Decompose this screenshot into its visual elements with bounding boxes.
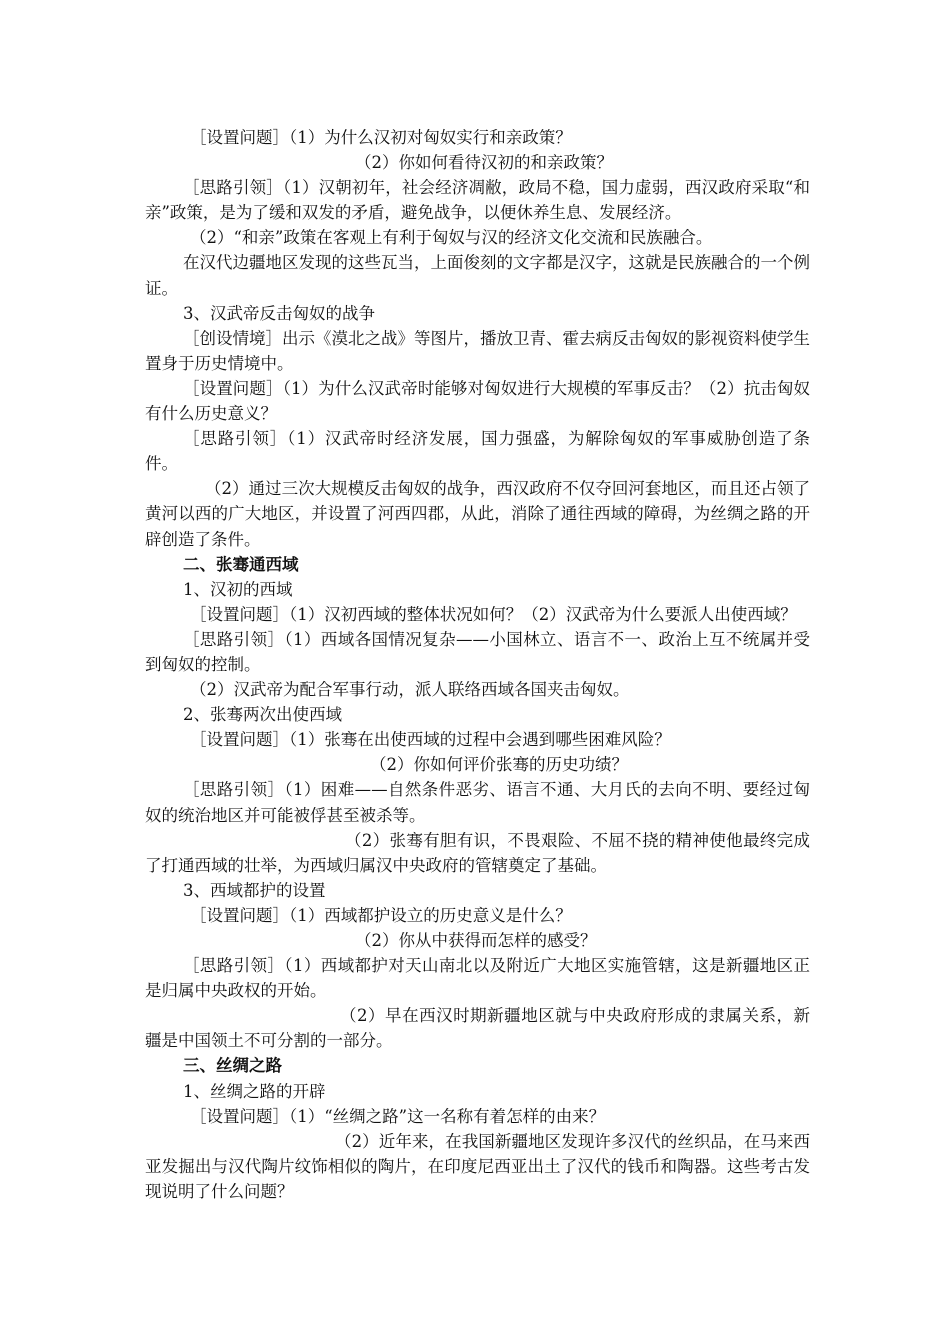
question-paragraph: ［设置问题］（1）汉初西域的整体状况如何？（2）汉武帝为什么要派人出使西域？ — [190, 604, 797, 624]
subsection-heading: 3、西域都护的设置 — [183, 880, 326, 900]
document-page — [145, 125, 810, 1204]
question-paragraph: （2）近年来，在我国新疆地区发现许多汉代的丝织品，在马来西亚发掘出与汉代陶片纹饰相似的陶片，在印度尼西亚出土了汉代的钱币和陶器。这些考古发现说明了什么问题？ — [145, 1131, 810, 1201]
subsection-heading: 1、汉初的西域 — [183, 579, 293, 599]
answer-paragraph: （2）“和亲”政策在客观上有利于匈奴与汉的经济文化交流和民族融合。 — [190, 228, 713, 248]
answer-paragraph: ［思路引领］（1）西域都护对天山南北以及附近广大地区实施管辖，这是新疆地区正是归属中央政权的开始。 — [145, 956, 810, 1001]
question-paragraph: （2）你如何评价张骞的历史功绩？ — [370, 755, 628, 775]
subsection-heading: 3、汉武帝反击匈奴的战争 — [183, 303, 375, 323]
question-paragraph: ［设置问题］（1）为什么汉初对匈奴实行和亲政策？ — [190, 128, 572, 147]
question-paragraph: （2）你从中获得而怎样的感受？ — [355, 931, 597, 950]
subsection-heading: 1、丝绸之路的开辟 — [183, 1081, 326, 1101]
scenario-paragraph: ［创设情境］出示《漠北之战》等图片，播放卫青、霍去病反击匈奴的影视资料使学生置身于历史情境中。 — [145, 328, 810, 373]
question-paragraph: （2）你如何看待汉初的和亲政策？ — [355, 153, 613, 173]
question-paragraph: ［设置问题］（1）西域都护设立的历史意义是什么？ — [190, 905, 572, 925]
section-heading: 二、张骞通西域 — [183, 554, 299, 574]
subsection-heading: 2、张骞两次出使西域 — [183, 705, 342, 725]
question-paragraph: ［设置问题］（1）为什么汉武帝时能够对匈奴进行大规模的军事反击？（2）抗击匈奴有什么历史意义？ — [145, 378, 810, 424]
answer-paragraph: （2）张骞有胆有识，不畏艰险、不屈不挠的精神使他最终完成了打通西域的壮举，为西域归属汉中央政府的管辖奠定了基础。 — [145, 830, 810, 875]
answer-paragraph: ［思路引领］（1）汉武帝时经济发展，国力强盛，为解除匈奴的军事威胁创造了条件。 — [145, 429, 810, 474]
answer-paragraph: ［思路引领］（1）困难——自然条件恶劣、语言不通、大月氏的去向不明、要经过匈奴的统治地区并可能被俘甚至被杀等。 — [145, 780, 810, 825]
answer-paragraph: （2）通过三次大规模反击匈奴的战争，西汉政府不仅夺回河套地区，而且还占领了黄河以西的广大地区，并设置了河西四郡，从此，消除了通往西域的障碍，为丝绸之路的开辟创造了条件。 — [145, 479, 810, 549]
body-paragraph: 在汉代边疆地区发现的这些瓦当，上面俊刻的文字都是汉字，这就是民族融合的一个例证。 — [145, 253, 810, 298]
answer-paragraph: ［思路引领］（1）汉朝初年，社会经济凋敝，政局不稳，国力虚弱，西汉政府采取“和亲”政策，是为了缓和双发的矛盾，避免战争，以便休养生息、发展经济。 — [145, 178, 810, 223]
question-paragraph: ［设置问题］（1）“丝绸之路”这一名称有着怎样的由来？ — [190, 1106, 606, 1126]
question-paragraph: ［设置问题］（1）张骞在出使西域的过程中会遇到哪些困难风险？ — [190, 730, 671, 750]
section-heading: 三、丝绸之路 — [183, 1056, 282, 1076]
answer-paragraph: （2）早在西汉时期新疆地区就与中央政府形成的隶属关系，新疆是中国领土不可分割的一部分。 — [145, 1006, 810, 1051]
answer-paragraph: （2）汉武帝为配合军事行动，派人联络西域各国夹击匈奴。 — [190, 680, 630, 700]
answer-paragraph: ［思路引领］（1）西域各国情况复杂——小国林立、语言不一、政治上互不统属并受到匈奴的控制。 — [145, 629, 810, 674]
